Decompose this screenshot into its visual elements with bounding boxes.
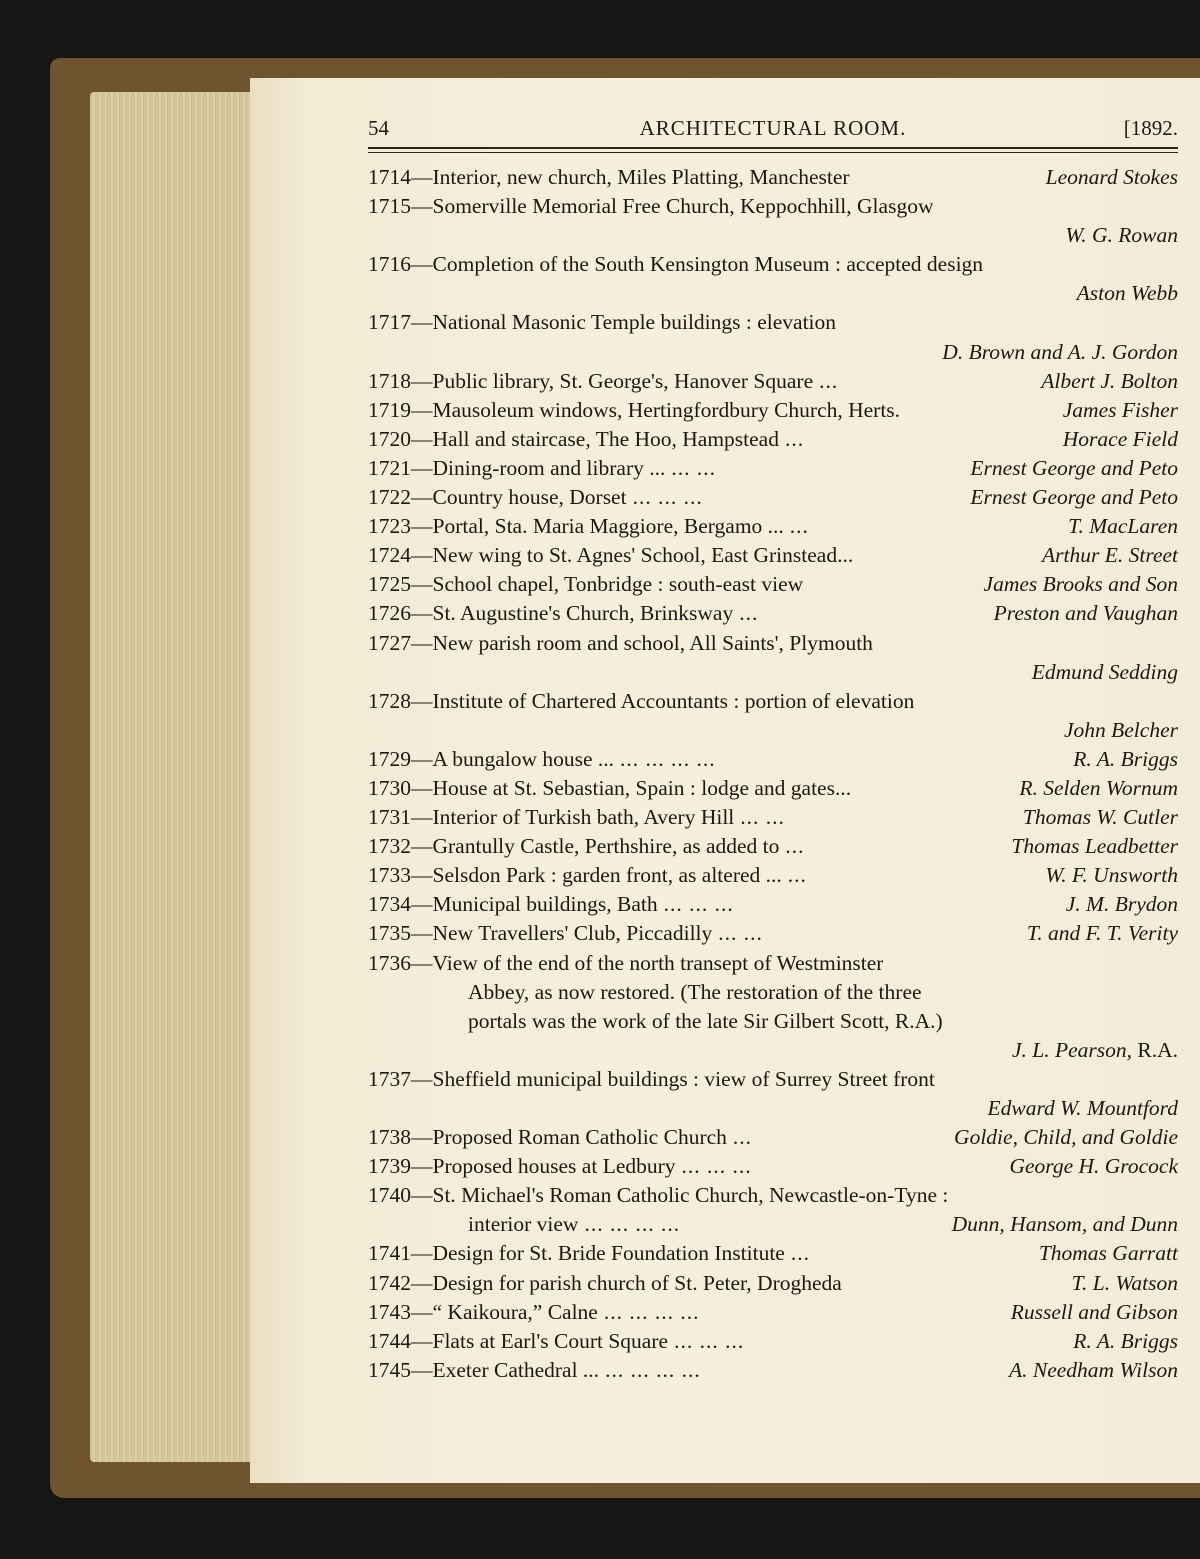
entry-leader: ...: [785, 834, 805, 859]
entry-architect: T. L. Watson: [1071, 1270, 1178, 1295]
entry-leader: ... ... ...: [681, 1154, 752, 1179]
entry-architect: Ernest George and Peto: [970, 485, 1178, 510]
entry-leader: ... ... ... ...: [605, 1357, 701, 1382]
catalogue-entry-1745: [368, 1356, 1178, 1385]
entry-description: 1729—A bungalow house ...: [368, 746, 615, 771]
entry-leader: ... ...: [671, 455, 716, 480]
entry-description: 1723—Portal, Sta. Maria Maggiore, Bergamo ...: [368, 514, 784, 539]
entry-line: [368, 1269, 1178, 1298]
page-title: ARCHITECTURAL ROOM.: [639, 116, 907, 140]
catalogue-entry-1715: [368, 192, 1178, 250]
catalogue-entry-1740: [368, 1181, 1178, 1239]
entry-leader: [853, 541, 1042, 570]
entry-architect: Thomas Leadbetter: [1011, 834, 1178, 859]
entry-description: 1724—New wing to St. Agnes' School, East Grinstead...: [368, 543, 854, 568]
catalogue-entry-1720: [368, 425, 1178, 454]
catalogue-entry-1728: [368, 687, 1178, 745]
entry-line: [368, 163, 1178, 192]
entry-architect: T. MacLaren: [1068, 514, 1178, 539]
entry-architect: J. L. Pearson, R.A.: [1011, 1037, 1178, 1062]
entry-description: 1715—Somerville Memorial Free Church, Keppochhill, Glasgow: [368, 194, 934, 219]
entry-description: 1728—Institute of Chartered Accountants : portion of elevation: [368, 688, 915, 713]
entry-line: [368, 687, 1178, 716]
entry-description: 1739—Proposed houses at Ledbury: [368, 1154, 676, 1179]
catalogue-entry-1716: [368, 250, 1178, 308]
entry-architect: A. Needham Wilson: [1009, 1357, 1178, 1382]
entry-line: [368, 861, 1178, 890]
entry-line: [368, 483, 1178, 512]
catalogue-entry-1734: [368, 890, 1178, 919]
entry-line: [368, 599, 1178, 628]
catalogue-entry-1719: [368, 396, 1178, 425]
entry-continuation: portals was the work of the late Sir Gilbert Scott, R.A.): [468, 1008, 943, 1033]
entry-architect: Goldie, Child, and Goldie: [954, 1125, 1178, 1150]
entry-architect: John Belcher: [1063, 717, 1178, 742]
entry-description: 1732—Grantully Castle, Perthshire, as added to: [368, 834, 780, 859]
entry-description: 1727—New parish room and school, All Saints', Plymouth: [368, 630, 873, 655]
entry-description: 1721—Dining-room and library ...: [368, 455, 666, 480]
entry-leader: ... ... ...: [674, 1328, 745, 1353]
entry-leader: ... ...: [740, 805, 785, 830]
entry-leader: ... ... ... ...: [620, 746, 716, 771]
entry-line: [368, 832, 1178, 861]
entry-architect: George H. Grocock: [1009, 1154, 1178, 1179]
entry-line: [368, 1123, 1178, 1152]
entry-description: 1731—Interior of Turkish bath, Avery Hill: [368, 805, 735, 830]
entry-leader: ...: [789, 514, 809, 539]
catalogue-entry-1741: [368, 1239, 1178, 1268]
entry-leader: ...: [787, 863, 807, 888]
entry-architect: Ernest George and Peto: [970, 455, 1178, 480]
entry-continuation: Abbey, as now restored. (The restoration of the three: [468, 979, 922, 1004]
entry-description: 1742—Design for parish church of St. Peter, Drogheda: [368, 1270, 842, 1295]
entry-leader: ...: [739, 601, 759, 626]
catalogue-entry-1717: [368, 308, 1178, 366]
entry-architect: Thomas W. Cutler: [1022, 805, 1178, 830]
entry-leader: ...: [790, 1241, 810, 1266]
catalogue-entry-1729: [368, 745, 1178, 774]
entry-leader: [803, 570, 983, 599]
entry-line: [368, 1356, 1178, 1385]
entry-description: 1737—Sheffield municipal buildings : view of Surrey Street front: [368, 1066, 935, 1091]
entry-line: [368, 1181, 1178, 1210]
entry-line: [368, 250, 1178, 279]
page-edges: [90, 92, 255, 1462]
entry-line: [368, 541, 1178, 570]
entry-description: 1716—Completion of the South Kensington Museum : accepted design: [368, 252, 984, 277]
entry-line: [368, 1327, 1178, 1356]
entry-description: 1720—Hall and staircase, The Hoo, Hampstead: [368, 426, 779, 451]
entry-leader: ... ... ...: [632, 485, 703, 510]
entry-leader: ...: [819, 368, 839, 393]
entry-line: [368, 745, 1178, 774]
entry-line: [368, 803, 1178, 832]
entry-line: [368, 454, 1178, 483]
entry-line: [368, 919, 1178, 948]
entry-line: [368, 1298, 1178, 1327]
catalogue-entries: [368, 163, 1178, 1385]
entry-description: 1738—Proposed Roman Catholic Church: [368, 1125, 727, 1150]
entry-line: [368, 425, 1178, 454]
entry-line: [368, 367, 1178, 396]
entry-architect: Aston Webb: [1076, 281, 1178, 306]
entry-description: 1740—St. Michael's Roman Catholic Church, Newcastle-on-Tyne :: [368, 1183, 949, 1208]
entry-line: [368, 512, 1178, 541]
entry-line: [368, 949, 1178, 978]
catalogue-entry-1724: [368, 541, 1178, 570]
entry-leader: ... ...: [718, 921, 763, 946]
entry-line: [368, 570, 1178, 599]
entry-description: 1725—School chapel, Tonbridge : south-east view: [368, 572, 804, 597]
entry-architect: Preston and Vaughan: [993, 601, 1178, 626]
entry-description: 1730—House at St. Sebastian, Spain : lodge and gates...: [368, 775, 852, 800]
catalogue-entry-1732: [368, 832, 1178, 861]
entry-continuation-line: [368, 1210, 1178, 1239]
entry-description: 1733—Selsdon Park : garden front, as altered ...: [368, 863, 782, 888]
entry-architect: James Fisher: [1062, 397, 1178, 422]
catalogue-entry-1730: [368, 774, 1178, 803]
entry-leader: ... ... ...: [663, 892, 734, 917]
entry-description: 1745—Exeter Cathedral ...: [368, 1357, 600, 1382]
catalogue-entry-1731: [368, 803, 1178, 832]
entry-description: 1717—National Masonic Temple buildings : elevation: [368, 310, 837, 335]
catalogue-entry-1721: [368, 454, 1178, 483]
catalogue-entry-1739: [368, 1152, 1178, 1181]
page-year: [1892.: [1123, 116, 1178, 140]
architect-suffix: R.A.: [1132, 1037, 1178, 1062]
page-number: 54: [368, 116, 389, 140]
entry-line: [368, 308, 1178, 337]
entry-architect: Edward W. Mountford: [987, 1096, 1178, 1120]
page-header: [368, 112, 1178, 146]
entry-leader: [900, 396, 1063, 425]
entry-description: 1726—St. Augustine's Church, Brinksway: [368, 601, 734, 626]
catalogue-entry-1723: [368, 512, 1178, 541]
catalogue-entry-1726: [368, 599, 1178, 628]
catalogue-entry-1727: [368, 629, 1178, 687]
entry-line: [368, 629, 1178, 658]
header-rule: [368, 147, 1178, 153]
entry-line: [368, 1239, 1178, 1268]
entry-description: 1743—“ Kaikoura,” Calne: [368, 1299, 598, 1324]
entry-leader: [851, 774, 1019, 803]
entry-description: 1718—Public library, St. George's, Hanover Square: [368, 368, 814, 393]
entry-description: 1744—Flats at Earl's Court Square: [368, 1328, 669, 1353]
entry-line: [368, 396, 1178, 425]
catalogue-entry-1718: [368, 367, 1178, 396]
entry-leader: ...: [732, 1125, 753, 1150]
entry-architect: W. G. Rowan: [1065, 223, 1178, 248]
entry-architect: James Brooks and Son: [983, 572, 1178, 597]
entry-leader: [850, 163, 1046, 192]
catalogue-entry-1722: [368, 483, 1178, 512]
catalogue-entry-1738: [368, 1123, 1178, 1152]
entry-continuation-text: interior view: [468, 1212, 579, 1237]
entry-architect: Arthur E. Street: [1042, 543, 1178, 568]
catalogue-entry-1735: [368, 919, 1178, 948]
entry-line: [368, 1152, 1178, 1181]
catalogue-entry-1725: [368, 570, 1178, 599]
entry-architect: R. Selden Wornum: [1019, 775, 1178, 800]
catalogue-entry-1714: [368, 163, 1178, 192]
entry-architect: W. F. Unsworth: [1045, 863, 1178, 888]
entry-architect: J. M. Brydon: [1065, 892, 1178, 917]
entry-leader: ...: [784, 426, 805, 451]
entry-line: [368, 890, 1178, 919]
entry-architect: Dunn, Hansom, and Dunn: [951, 1212, 1178, 1237]
entry-architect: Thomas Garratt: [1038, 1241, 1178, 1266]
entry-architect: Russell and Gibson: [1010, 1299, 1178, 1324]
entry-architect: Albert J. Bolton: [1041, 368, 1178, 393]
entry-architect: T. and F. T. Verity: [1026, 921, 1178, 946]
catalogue-entry-1743: [368, 1298, 1178, 1327]
catalogue-entry-1737: [368, 1065, 1178, 1123]
entry-description: 1736—View of the end of the north transept of Westminster: [368, 950, 884, 975]
entry-architect: R. A. Briggs: [1073, 746, 1178, 771]
entry-description: 1741—Design for St. Bride Foundation Institute: [368, 1241, 785, 1266]
entry-architect: Edmund Sedding: [1031, 659, 1178, 684]
entry-architect: Horace Field: [1062, 426, 1178, 451]
entry-line: [368, 192, 1178, 221]
entry-architect: D. Brown and A. J. Gordon: [942, 339, 1178, 364]
catalogue-entry-1736: [368, 949, 1178, 1065]
entry-description: 1722—Country house, Dorset: [368, 485, 627, 510]
catalogue-entry-1744: [368, 1327, 1178, 1356]
entry-description: 1719—Mausoleum windows, Hertingfordbury Church, Herts.: [368, 397, 901, 422]
entry-description: 1714—Interior, new church, Miles Platting, Manchester: [368, 165, 850, 189]
catalogue-entry-1733: [368, 861, 1178, 890]
entry-leader: ... ... ... ...: [584, 1212, 681, 1237]
entry-description: 1734—Municipal buildings, Bath: [368, 892, 658, 917]
entry-architect: R. A. Briggs: [1073, 1328, 1178, 1353]
entry-leader: [842, 1269, 1072, 1298]
entry-leader: ... ... ... ...: [603, 1299, 700, 1324]
catalogue-entry-1742: [368, 1269, 1178, 1298]
entry-architect: Leonard Stokes: [1045, 165, 1178, 189]
entry-line: [368, 774, 1178, 803]
entry-line: [368, 1065, 1178, 1094]
entry-description: 1735—New Travellers' Club, Piccadilly: [368, 921, 713, 946]
